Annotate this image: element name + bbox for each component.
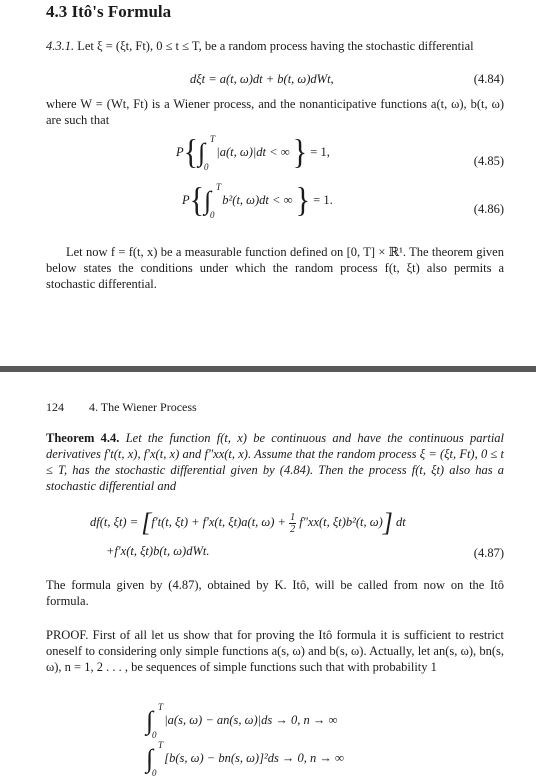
probability-symbol: P (182, 192, 190, 207)
equation-4-84: dξt = a(t, ω)dt + b(t, ω)dWt, (190, 72, 334, 86)
equation-number-4-87: (4.87) (473, 546, 504, 560)
equation-4-87 (90, 508, 406, 538)
subsection-label: 4.3.1. (46, 39, 75, 53)
theorem-text: Let the function f(t, x) be continuous and have the continuous partial derivatives f′t(t, x), f′x(t, x) and f″xx(t, x). Assume that the random process ξ = (ξt, Ft), 0 ≤ t ≤ T, has the stochastic differential given by (4.84). Then the process f(t, ξt) also has a stochastic differential and (46, 431, 505, 493)
integral-sign: ∫ T 0 (204, 182, 222, 220)
proof-paragraph (46, 627, 504, 675)
equation-lhs: df(t, ξt) = (90, 514, 139, 529)
top-page (0, 0, 536, 366)
right-brace: } (292, 133, 308, 172)
integral-upper-limit: T (216, 182, 222, 192)
theorem-4-4 (46, 430, 504, 494)
equation-number-4-85: (4.85) (473, 154, 504, 168)
limit-equation-a (146, 702, 338, 740)
bottom-page (0, 372, 536, 782)
paragraph-text: Let ξ = (ξt, Ft), 0 ≤ t ≤ T, be a random process having the stochastic differential (77, 39, 474, 53)
left-brace: { (183, 133, 199, 172)
theorem-label: Theorem 4.4. (46, 431, 120, 445)
fraction-one-half (289, 512, 296, 535)
integral-sign: ∫ T 0 (146, 740, 164, 778)
proof-label: PROOF. (46, 628, 89, 642)
fraction-numerator: 1 (290, 511, 296, 523)
right-brace: } (295, 181, 311, 220)
equation-4-85 (176, 133, 330, 172)
left-bracket: [ (141, 508, 152, 537)
integrand: |a(t, ω)|dt < ∞ (216, 144, 290, 159)
integral-lower-limit: 0 (204, 162, 209, 172)
equation-4-86 (182, 181, 333, 220)
equation-part-1: f′t(t, ξt) + f′x(t, ξt)a(t, ω) + (151, 514, 286, 529)
integral-lower-limit: 0 (210, 210, 215, 220)
equation-number-4-84: (4.84) (473, 72, 504, 86)
running-head (46, 400, 197, 415)
limit-equation-b (146, 740, 344, 778)
integral-upper-limit: T (158, 702, 164, 712)
integral-upper-limit: T (210, 134, 216, 144)
limit-expression-a: |a(s, ω) − an(s, ω)|ds → 0, n → ∞ (164, 712, 338, 727)
paragraph-let-now: Let now f = f(t, x) be a measurable function defined on [0, T] × ℝ¹. The theorem given below states the conditions under which the random process f(t, ξt) also permits a stochastic differential. (46, 245, 504, 291)
paragraph-ito-formula: The formula given by (4.87), obtained by K. Itô, will be called from now on the Itô formula. (46, 578, 504, 608)
equation-number-4-86: (4.86) (473, 202, 504, 216)
integral-lower-limit: 0 (152, 768, 157, 778)
probability-symbol: P (176, 144, 184, 159)
equation-4-87-line-2: +f′x(t, ξt)b(t, ω)dWt. (106, 544, 210, 558)
left-brace: { (189, 181, 205, 220)
integral-lower-limit: 0 (152, 730, 157, 740)
equation-dt: dt (396, 514, 406, 529)
equation-rhs: = 1, (310, 144, 330, 159)
fraction-denominator: 2 (290, 523, 296, 535)
proof-text: First of all let us show that for proving the Itô formula it is sufficient to restrict oneself to considering only simple functions a(s, ω) and b(s, ω). Actually, let an(s, ω), bn(s, ω), n = 1, 2 . . . , be sequences of simple functions such that with probability 1 (46, 628, 505, 674)
page-number: 124 (46, 400, 64, 414)
paragraph-4-3-1 (46, 38, 504, 54)
integral-sign: ∫ T 0 (146, 702, 164, 740)
section-title: 4.3 Itô's Formula (46, 2, 172, 21)
integral-upper-limit: T (158, 740, 164, 750)
chapter-title: 4. The Wiener Process (89, 400, 197, 414)
right-bracket: ] (382, 508, 393, 537)
paragraph-where: where W = (Wt, Ft) is a Wiener process, and the nonanticipative functions a(t, ω), b(t, ω) are such that (46, 97, 504, 127)
equation-rhs: = 1. (313, 192, 333, 207)
integrand: b²(t, ω)dt < ∞ (222, 192, 293, 207)
limit-expression-b: [b(s, ω) − bn(s, ω)]²ds → 0, n → ∞ (164, 750, 344, 765)
integral-sign: ∫ T 0 (198, 134, 216, 172)
equation-part-2: f″xx(t, ξt)b²(t, ω) (299, 514, 383, 529)
